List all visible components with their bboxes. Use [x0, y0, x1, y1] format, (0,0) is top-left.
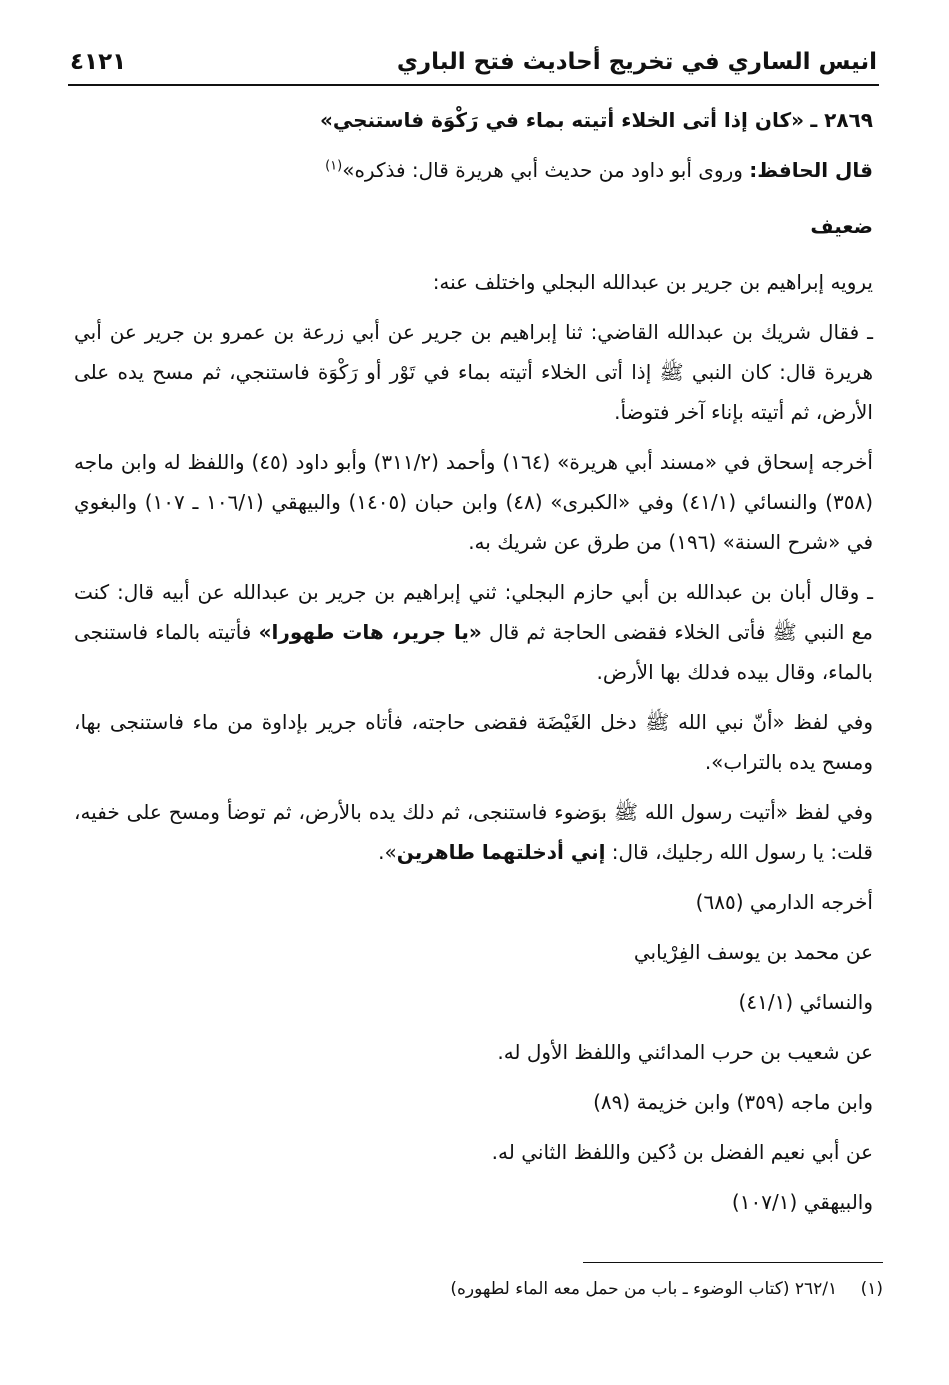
line-5: وابن ماجه (٣٥٩) وابن خزيمة (٨٩)	[593, 1090, 873, 1114]
verdict: ضعيف	[810, 214, 873, 238]
hafiz-line	[74, 150, 873, 190]
hafiz-label: قال الحافظ:	[749, 158, 873, 182]
line-3: والنسائي (٤١/١)	[738, 990, 873, 1014]
paragraph-4	[74, 572, 873, 692]
paragraph-4-bold: «يا جرير، هات طهورا»	[258, 620, 482, 644]
footnote	[74, 1276, 883, 1302]
paragraph-4-before: ـ وقال أبان بن عبدالله بن أبي حازم البجلي: ثني إبراهيم بن جرير بن عبدالله عن أبيه قال: كنت مع النبي ﷺ فأتى الخلاء فقضى الحاجة ثم قال	[74, 580, 873, 644]
paragraph-2: ـ فقال شريك بن عبدالله القاضي: ثنا إبراهيم بن جرير عن أبي زرعة بن عمرو بن جرير عن أبي هريرة قال: كان النبي ﷺ إذا أتى الخلاء أتيته بماء في تَوْر أو رَكْوَة فاستنجي، ثم مسح يده على الأرض، ثم أتيته بإناء آخر فتوضأ.	[74, 320, 873, 424]
line-7: والبيهقي (١٠٧/١)	[731, 1190, 873, 1214]
header-divider	[68, 84, 879, 86]
hadith-text: «كان إذا أتى الخلاء أتيته بماء في رَكْوَة فاستنجي»	[319, 108, 804, 132]
footnote-divider	[583, 1262, 883, 1263]
paragraph-3: أخرجه إسحاق في «مسند أبي هريرة» (١٦٤) وأحمد (٣١١/٢) وأبو داود (٤٥) واللفظ له وابن ماجه (٣٥٨) والنسائي (٤١/١) وفي «الكبرى» (٤٨) وابن حبان (١٤٠٥) والبيهقي (١٠٦/١ ـ ١٠٧) والبغوي في «شرح السنة» (١٩٦) من طرق عن شريك به.	[74, 450, 873, 554]
running-header	[70, 40, 877, 84]
line-2: عن محمد بن يوسف الفِرْيابي	[633, 940, 873, 964]
page-number: ٤١٢١	[70, 49, 127, 75]
footnote-number: (١)	[860, 1279, 883, 1299]
hadith-number: ٢٨٦٩ ـ	[810, 108, 873, 132]
paragraph-1: يرويه إبراهيم بن جرير بن عبدالله البجلي واختلف عنه:	[432, 270, 873, 294]
footnote-ref: (١)	[325, 158, 343, 174]
paragraph-6-bold: إني أدخلتهما طاهرين	[396, 840, 606, 864]
footnote-text: ٢٦٢/١ (كتاب الوضوء ـ باب من حمل معه الماء لطهوره)	[450, 1279, 838, 1299]
line-4: عن شعيب بن حرب المدائني واللفظ الأول له.	[497, 1040, 873, 1064]
paragraph-6-before: وفي لفظ «أتيت رسول الله ﷺ بوَضوء فاستنجى، ثم دلك يده بالأرض، ثم توضأ ومسح على خفيه، قلت: يا رسول الله رجليك، قال:	[74, 800, 873, 864]
line-6: عن أبي نعيم الفضل بن دُكين واللفظ الثاني له.	[491, 1140, 873, 1164]
hadith-heading	[74, 100, 873, 140]
page-body	[74, 100, 873, 1222]
hafiz-text: وروى أبو داود من حديث أبي هريرة قال: فذكره»	[342, 158, 743, 182]
book-title: انيس الساري في تخريج أحاديث فتح الباري	[396, 49, 877, 75]
paragraph-5: وفي لفظ «أنّ نبي الله ﷺ دخل الغَيْضَة فقضى حاجته، فأتاه جرير بإداوة من ماء فاستنجى بها، ومسح يده بالتراب».	[74, 710, 873, 774]
paragraph-6	[74, 792, 873, 872]
line-1: أخرجه الدارمي (٦٨٥)	[695, 890, 873, 914]
paragraph-4-after: فأتيته بالماء فاستنجى بالماء، وقال بيده فدلك بها الأرض.	[74, 620, 873, 684]
paragraph-6-after: ».	[378, 840, 397, 864]
